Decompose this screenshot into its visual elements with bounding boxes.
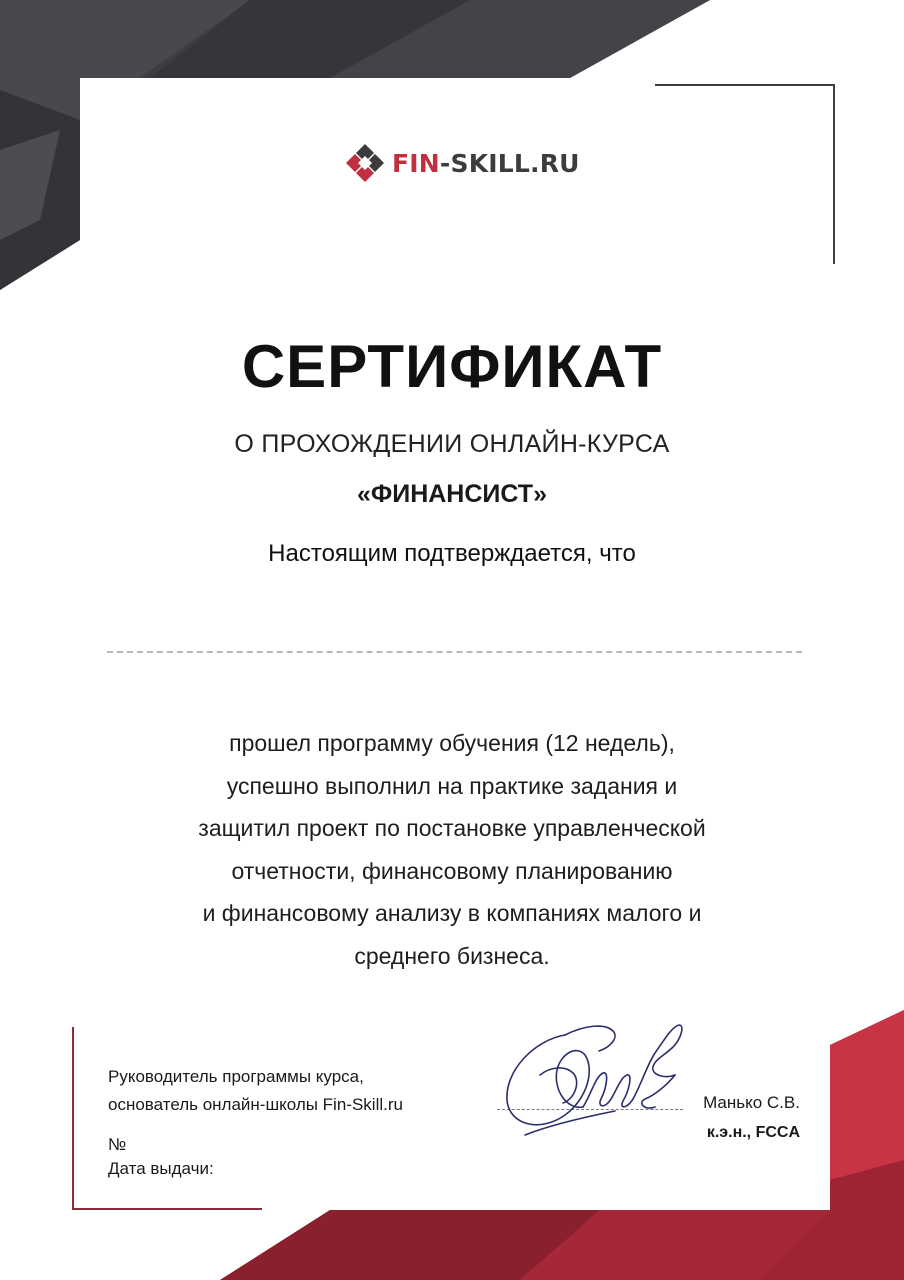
certificate-subtitle: О ПРОХОЖДЕНИИ ОНЛАЙН-КУРСА xyxy=(234,430,670,458)
logo-mark-icon xyxy=(344,142,386,184)
body-line: среднего бизнеса. xyxy=(354,942,550,969)
signature-image xyxy=(495,1015,695,1150)
body-line: прошел программу обучения (12 недель), xyxy=(229,730,675,756)
director-line-1: Руководитель программы курса, xyxy=(108,1067,364,1086)
certificate-body xyxy=(140,722,764,977)
body-line: и финансовому анализу в компаниях малого и xyxy=(202,900,702,926)
logo-text-primary: FIN xyxy=(392,148,440,178)
certificate-number-label: № xyxy=(108,1135,127,1154)
body-line: отчетности, финансовому планированию xyxy=(231,857,673,884)
frame-corner-top-right xyxy=(655,84,835,264)
body-line: защитил проект по постановке управленческой xyxy=(198,815,706,841)
fin-skill-logo xyxy=(344,142,580,184)
logo-text xyxy=(392,149,580,178)
confirm-text: Настоящим подтверждается, что xyxy=(268,540,636,567)
course-name: «ФИНАНСИСТ» xyxy=(356,480,547,508)
issue-date-label: Дата выдачи: xyxy=(108,1159,214,1178)
signer-degree: к.э.н., FCCA xyxy=(706,1124,800,1141)
director-line-2: основатель онлайн-школы Fin-Skill.ru xyxy=(108,1095,403,1114)
signer-name: Манько С.В. xyxy=(703,1093,800,1112)
recipient-name-line xyxy=(107,651,802,653)
body-line: успешно выполнил на практике задания и xyxy=(226,772,678,799)
director-title xyxy=(108,1063,403,1119)
logo-text-rest: -SKILL.RU xyxy=(439,148,580,178)
certificate-title: СЕРТИФИКАТ xyxy=(241,333,663,400)
